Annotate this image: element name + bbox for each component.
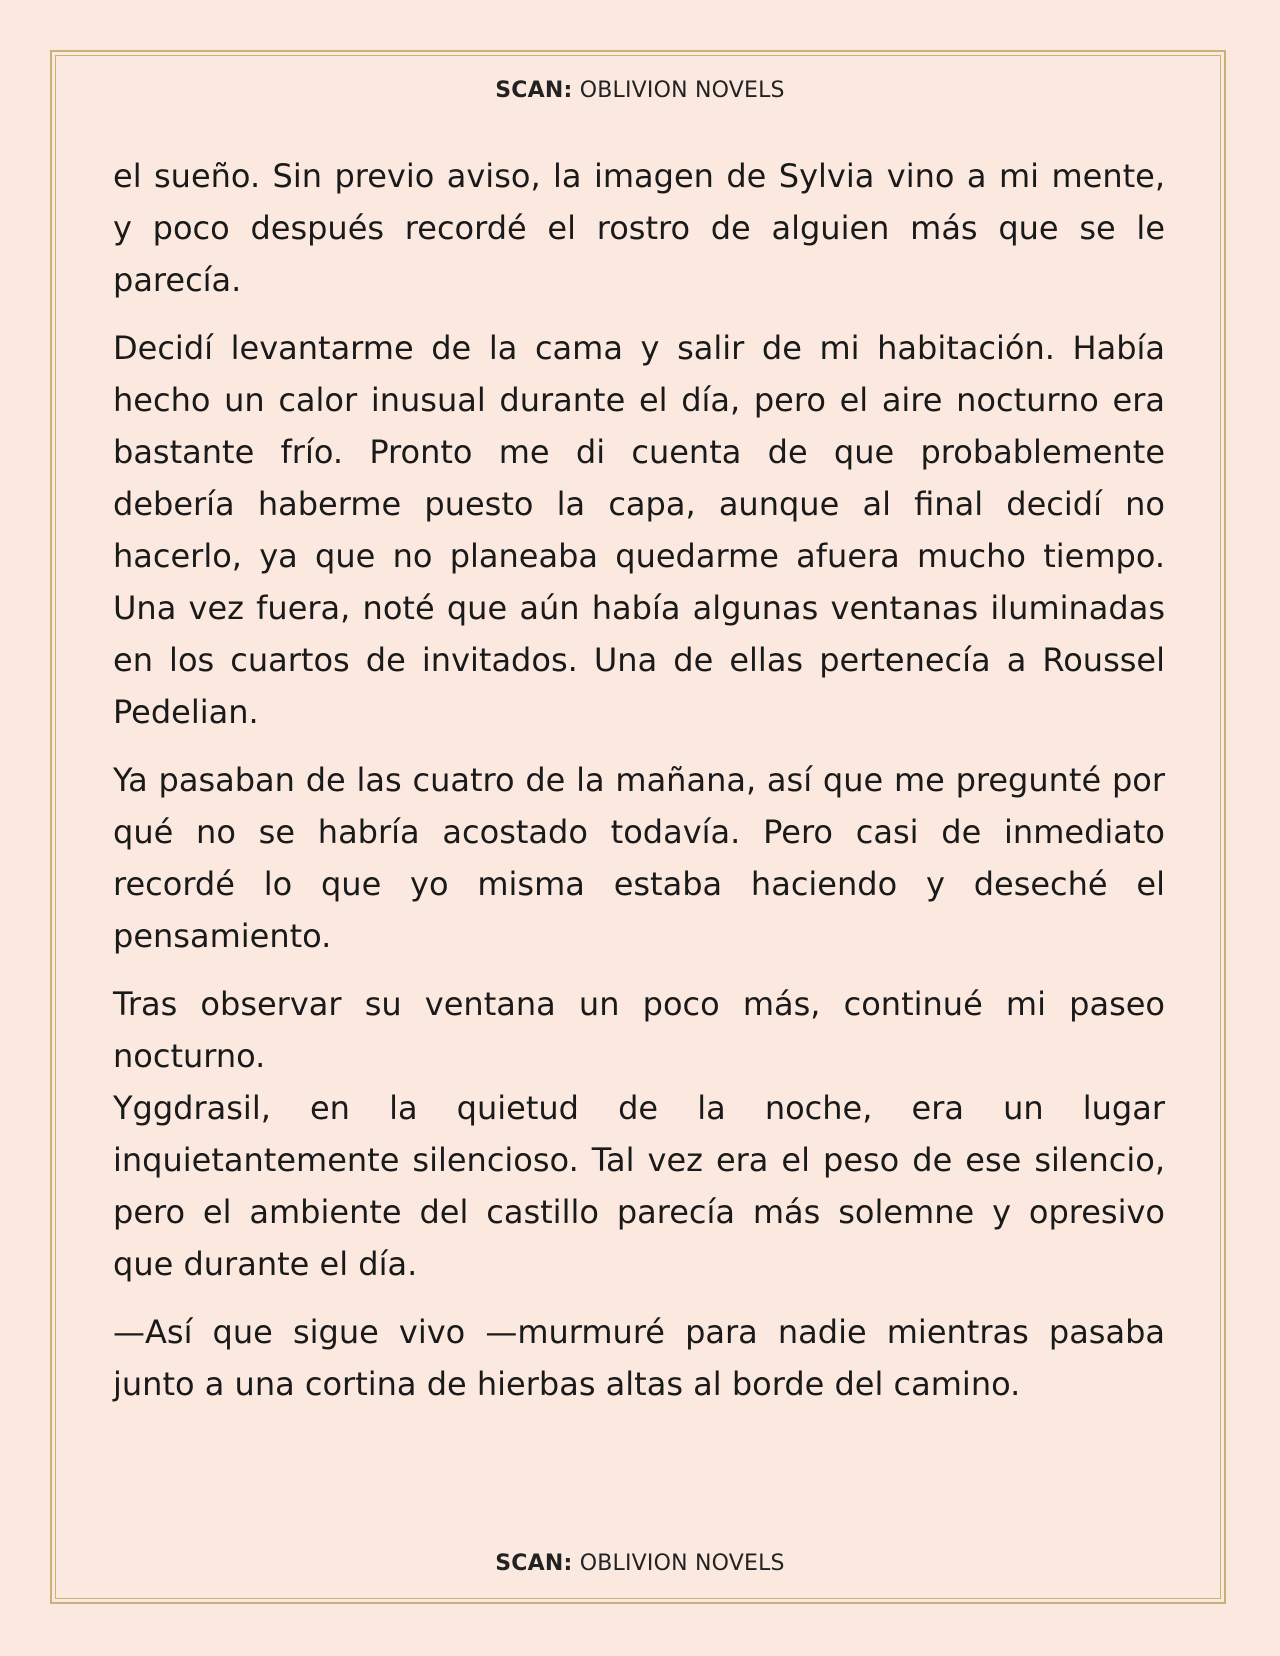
header-scan-label: SCAN:: [495, 78, 573, 103]
paragraph: Tras observar su ventana un poco más, continué mi paseo nocturno.: [113, 985, 1165, 1075]
paragraph: Yggdrasil, en la quietud de la noche, era un lugar inquietantemente silencioso. Tal vez era el peso de ese silencio, pero el ambiente del castillo parecía más solemne y opresivo que durante el día.: [113, 1089, 1165, 1283]
paragraph: Decidí levantarme de la cama y salir de mi habitación. Había hecho un calor inusual durante el día, pero el aire nocturno era bastante frío. Pronto me di cuenta de que probablemente debería haberme puesto la capa, aunque al final decidí no hacerlo, ya que no planeaba quedarme afuera mucho tiempo. Una vez fuera, noté que aún había algunas ventanas iluminadas en los cuartos de invitados. Una de ellas pertenecía a Roussel Pedelian.: [113, 329, 1165, 731]
footer-scan-source: OBLIVION NOVELS: [579, 1551, 785, 1576]
header-scan-source: OBLIVION NOVELS: [579, 78, 785, 103]
page-text: [113, 150, 1165, 1426]
footer-scan-credit: [0, 1551, 1280, 1576]
header-scan-credit: [0, 78, 1280, 103]
footer-scan-label: SCAN:: [495, 1551, 573, 1576]
paragraph: el sueño. Sin previo aviso, la imagen de Sylvia vino a mi mente, y poco después recordé el rostro de alguien más que se le parecía.: [113, 157, 1165, 299]
paragraph: —Así que sigue vivo —murmuré para nadie mientras pasaba junto a una cortina de hierbas altas al borde del camino.: [113, 1313, 1165, 1403]
paragraph: Ya pasaban de las cuatro de la mañana, así que me pregunté por qué no se habría acostado todavía. Pero casi de inmediato recordé lo que yo misma estaba haciendo y deseché el pensamiento.: [113, 761, 1165, 955]
